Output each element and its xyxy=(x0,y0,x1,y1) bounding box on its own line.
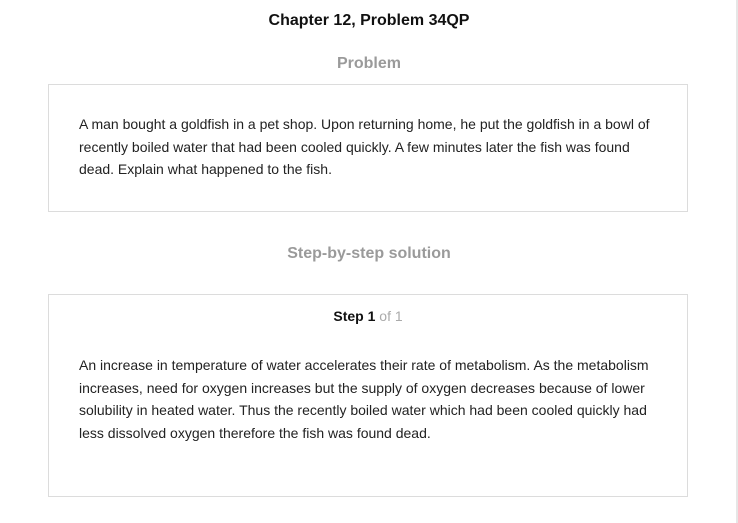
step-current-number: 1 xyxy=(367,308,376,324)
solution-text: An increase in temperature of water accelerates their rate of metabolism. As the metabolism increases, need for oxygen increases but the supply of oxygen decreases because of lower solubility in heated water. Thus the recently boiled water which had been cooled quickly had less dissolved oxygen therefore the fish was found dead. xyxy=(79,357,649,441)
solution-heading: Step-by-step solution xyxy=(287,245,451,262)
solution-card xyxy=(48,294,688,497)
step-word: Step xyxy=(333,308,364,324)
problem-card xyxy=(48,84,688,212)
problem-heading: Problem xyxy=(336,55,401,72)
page-title: Chapter 12, Problem 34QP xyxy=(268,12,470,29)
step-label xyxy=(49,308,687,324)
problem-text: A man bought a goldfish in a pet shop. Upon returning home, he put the goldfish in a bowl of recently boiled water that had been cooled quickly. A few minutes later the fish was found dead. Explain what happened to the fish. xyxy=(79,116,650,177)
step-total: of 1 xyxy=(379,308,403,324)
